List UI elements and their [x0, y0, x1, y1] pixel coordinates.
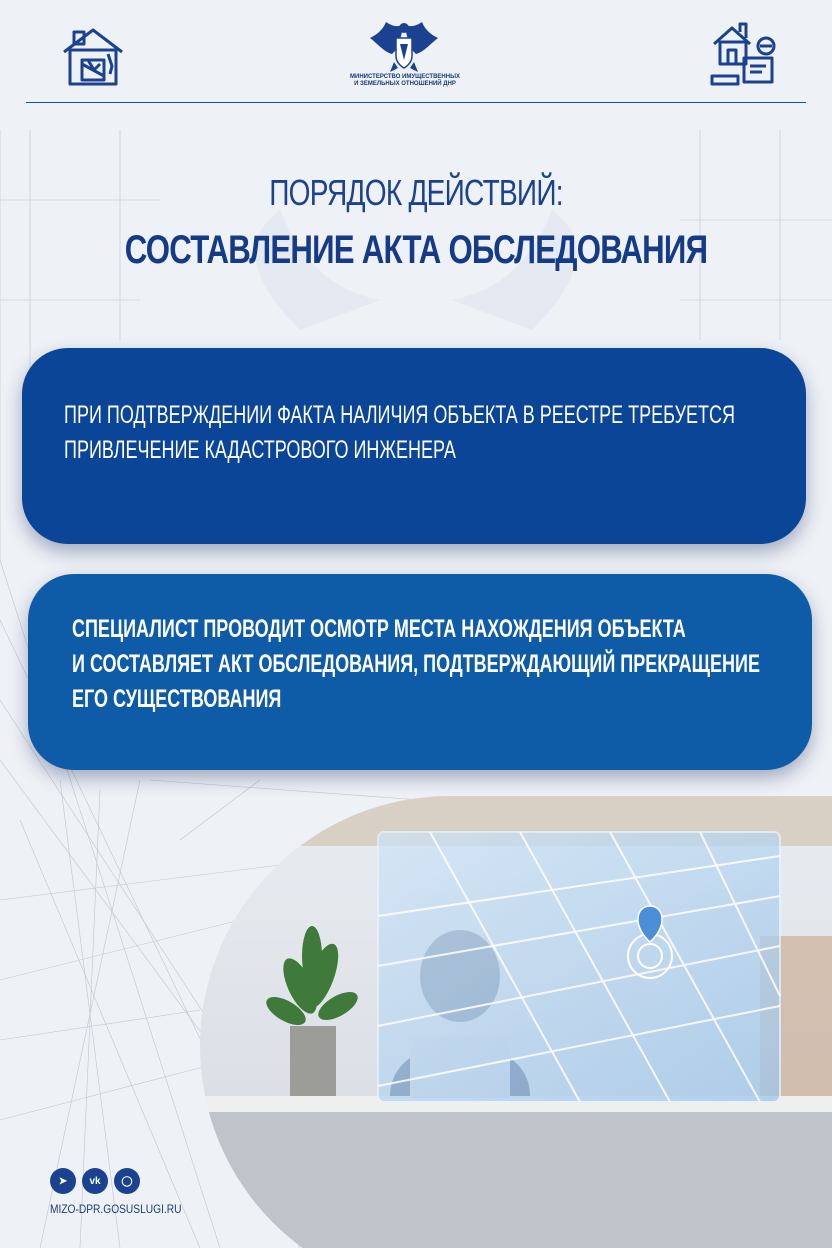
social-links: [50, 1168, 140, 1194]
ministry-name: [330, 74, 480, 88]
damaged-house-icon: [58, 24, 128, 88]
telegram-icon[interactable]: ➤: [50, 1168, 76, 1194]
chat-icon[interactable]: ◯: [114, 1168, 140, 1194]
page-title: ПОРЯДОК ДЕЙСТВИЙ:: [269, 172, 563, 213]
step-card-2: [28, 574, 812, 770]
step-card-1-text: [64, 398, 735, 468]
website-link[interactable]: MIZO-DPR.GOSUSLUGI.RU: [50, 1202, 182, 1216]
house-document-icon: [708, 18, 782, 88]
office-photo: [200, 796, 832, 1248]
ministry-line-2: И ЗЕМЕЛЬНЫХ ОТНОШЕНИЙ ДНР: [354, 81, 456, 87]
office-illustration: [200, 796, 832, 1248]
step-card-2-text: [72, 612, 760, 717]
step-card-1-line: ПРИВЛЕЧЕНИЕ КАДАСТРОВОГО ИНЖЕНЕРА: [64, 436, 456, 464]
step-card-1-line: ПРИ ПОДТВЕРЖДЕНИИ ФАКТА НАЛИЧИЯ ОБЪЕКТА В РЕЕСТРЕ ТРЕБУЕТСЯ: [64, 401, 736, 429]
step-card-2-line: И СОСТАВЛЯЕТ АКТ ОБСЛЕДОВАНИЯ, ПОДТВЕРЖДАЮЩИЙ ПРЕКРАЩЕНИЕ: [72, 650, 760, 678]
ministry-line-1: МИНИСТЕРСТВО ИМУЩЕСТВЕННЫХ: [350, 74, 460, 80]
step-card-2-line: ЕГО СУЩЕСТВОВАНИЯ: [72, 685, 282, 713]
header-divider: [26, 102, 806, 103]
page-subtitle: СОСТАВЛЕНИЕ АКТА ОБСЛЕДОВАНИЯ: [124, 228, 708, 272]
eagle-emblem-icon: [368, 18, 440, 74]
step-card-1: [22, 348, 806, 544]
vk-icon[interactable]: vk: [82, 1168, 108, 1194]
step-card-2-line: СПЕЦИАЛИСТ ПРОВОДИТ ОСМОТР МЕСТА НАХОЖДЕНИЯ ОБЪЕКТА: [72, 615, 686, 643]
